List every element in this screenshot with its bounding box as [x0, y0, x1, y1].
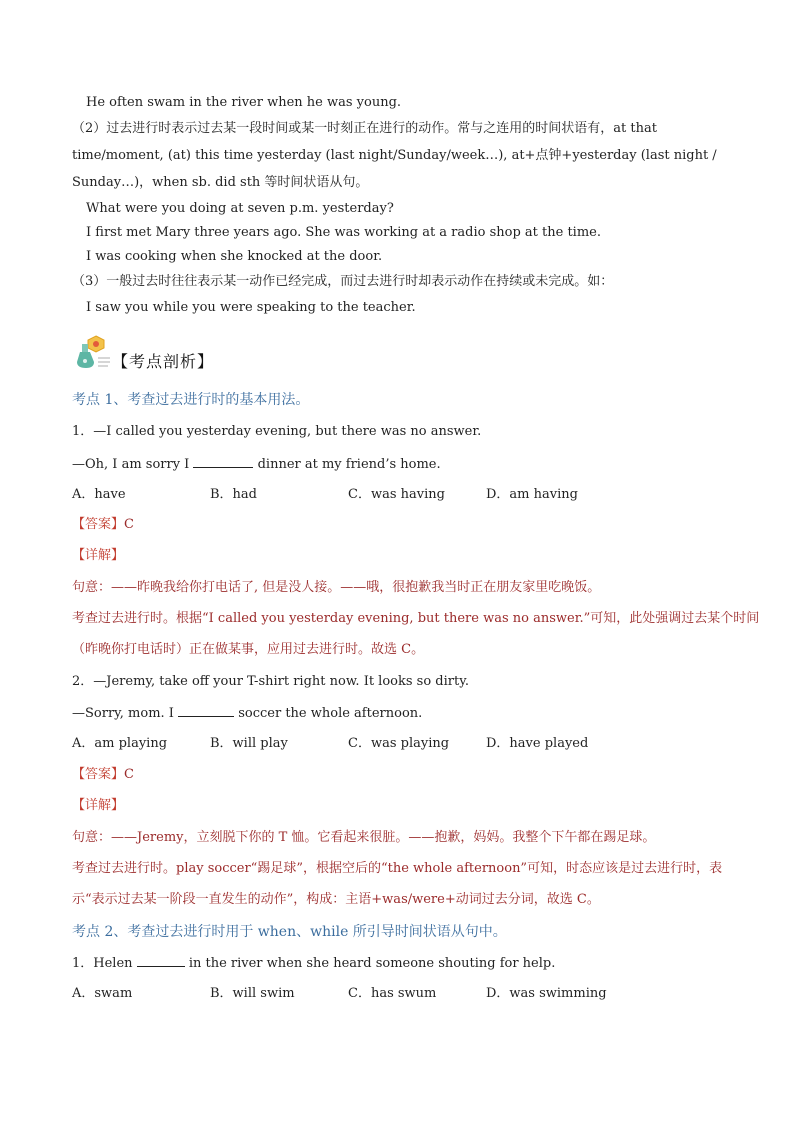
q2-explain: 句意：——Jeremy，立刻脱下你的 T 恤。它看起来很脏。——抱歉，妈妈。我整个下午都在踢足球。 [72, 830, 656, 845]
answer-value: C [124, 517, 134, 532]
section-title: 【考点剖析】 [112, 352, 215, 371]
q1-option-c: C．was having [348, 487, 445, 502]
q1-stem-part: —Oh, I am sorry I [72, 457, 190, 472]
q2-stem-part: soccer the whole afternoon. [238, 706, 423, 721]
q2-explain: 示“表示过去某一阶段一直发生的动作”，构成：主语+was/were+动词过去分词，故选 C。 [72, 892, 600, 907]
answer-label: 【答案】 [72, 767, 125, 782]
example-line: I saw you while you were speaking to the teacher. [86, 300, 416, 315]
q1-answer [72, 516, 134, 534]
q2-option-d: D．have played [486, 736, 589, 751]
kp1-title: 考点 1、考查过去进行时的基本用法。 [72, 392, 310, 408]
q1-stem-part: dinner at my friend’s home. [257, 457, 441, 472]
rule-2-line: （2）过去进行时表示过去某一段时间或某一时刻正在进行的动作。常与之连用的时间状语有，at that [72, 121, 657, 136]
q2-answer [72, 766, 134, 784]
q3-stem-part: 1．Helen [72, 956, 133, 971]
flask-atom-icon [74, 332, 114, 372]
q1-option-a: A．have [72, 487, 126, 502]
q2-option-b: B．will play [210, 736, 288, 751]
detail-label: 【详解】 [72, 798, 125, 813]
q3-option-a: A．swam [72, 986, 133, 1001]
example-line: I was cooking when she knocked at the door. [86, 249, 383, 264]
q3-stem [72, 954, 555, 973]
q2-explain: 考查过去进行时。play soccer“踢足球”，根据空后的“the whole afternoon”可知，时态应该是过去进行时，表 [72, 861, 723, 876]
kp2-title: 考点 2、考查过去进行时用于 when、while 所引导时间状语从句中。 [72, 924, 507, 940]
q3-option-c: C．has swum [348, 986, 437, 1001]
q1-blank [193, 455, 253, 468]
example-line: What were you doing at seven p.m. yesterday? [86, 201, 394, 216]
q2-option-c: C．was playing [348, 736, 450, 751]
q2-option-a: A．am playing [72, 736, 168, 751]
rule-2-line-end: Sunday…)，when sb. did sth 等时间状语从句。 [72, 175, 369, 190]
q2-stem-line2 [72, 704, 422, 723]
q2-blank [178, 704, 234, 717]
q1-option-b: B．had [210, 487, 257, 502]
q2-stem: 2．—Jeremy, take off your T-shirt right now. It looks so dirty. [72, 674, 469, 689]
example-line: I first met Mary three years ago. She was working at a radio shop at the time. [86, 225, 601, 240]
detail-label: 【详解】 [72, 548, 125, 563]
q3-stem-part: in the river when she heard someone shouting for help. [188, 956, 556, 971]
q1-option-d: D．am having [486, 487, 578, 502]
q3-blank [137, 954, 185, 967]
answer-value: C [124, 767, 134, 782]
q1-explain: 考查过去进行时。根据“I called you yesterday evening, but there was no answer.”可知，此处强调过去某个时间 [72, 611, 760, 626]
rule-2-line-cont: time/moment, (at) this time yesterday (last night/Sunday/week…), at+点钟+yesterday (last night / [72, 148, 717, 163]
q3-option-d: D．was swimming [486, 986, 607, 1001]
q1-explain: 句意：——昨晚我给你打电话了, 但是没人接。——哦，很抱歉我当时正在朋友家里吃晚饭。 [72, 580, 601, 595]
q1-explain: （昨晚你打电话时）正在做某事，应用过去进行时。故选 C。 [72, 642, 425, 657]
q1-stem: 1．—I called you yesterday evening, but there was no answer. [72, 424, 482, 439]
q2-stem-part: —Sorry, mom. I [72, 706, 174, 721]
answer-label: 【答案】 [72, 517, 125, 532]
q3-option-b: B．will swim [210, 986, 295, 1001]
rule-3-line: （3）一般过去时往往表示某一动作已经完成，而过去进行时却表示动作在持续或未完成。如： [72, 274, 614, 289]
q1-stem-line2 [72, 455, 441, 474]
intro-example-line: He often swam in the river when he was young. [86, 95, 402, 110]
